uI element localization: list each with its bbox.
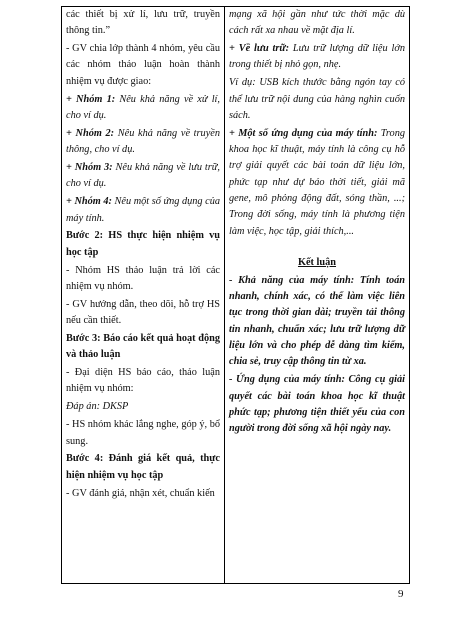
conclusion-heading: Kết luận [297, 256, 337, 268]
paragraph: - GV chia lớp thành 4 nhóm, yêu cầu các nhóm thảo luận hoàn thành nhiệm vụ được giao: [66, 43, 220, 87]
paragraph: mạng xã hội gần như tức thời mặc dù cách rất xa nhau về mặt địa lí. [229, 9, 405, 37]
paragraph: Ví dụ: USB kích thước bằng ngón tay có thể lưu trữ nội dung của hàng nghìn cuốn sách. [229, 77, 405, 121]
answer-line: Đáp án: DKSP [66, 401, 129, 413]
paragraph: - Nhóm HS thảo luận trả lời các nhiệm vụ nhóm. [66, 264, 220, 292]
paragraph: + Nhóm 1: Nêu khả năng về xử lí, cho ví dụ. [66, 93, 220, 121]
lesson-table [61, 6, 410, 584]
student-product-column [225, 7, 409, 583]
paragraph: + Nhóm 4: Nêu một số ứng dụng của máy tính. [66, 196, 220, 224]
page-number: 9 [398, 588, 404, 600]
paragraph: + Nhóm 3: Nêu khả năng về lưu trữ, cho ví dụ. [66, 162, 220, 190]
paragraph: - GV đánh giá, nhận xét, chuẩn kiến [66, 487, 215, 499]
paragraph: - HS nhóm khác lắng nghe, góp ý, bổ sung. [66, 419, 220, 447]
paragraph: - GV hướng dẫn, theo dõi, hỗ trợ HS nếu cần thiết. [66, 298, 220, 327]
teacher-activity-column [62, 7, 225, 583]
step-heading: Bước 3: Báo cáo kết quả hoạt động và thảo luận [66, 332, 220, 361]
paragraph: + Nhóm 2: Nêu khả năng về truyền thông, cho ví dụ. [66, 127, 220, 156]
paragraph: - Đại diện HS báo cáo, thảo luận nhiệm vụ nhóm: [66, 367, 220, 395]
conclusion-item: - Ứng dụng của máy tính: Công cụ giải quyết các bài toán khoa học kĩ thuật phức tạp; phương tiện thiết yếu của con người trong đời sống xã hội ngày nay. [229, 374, 405, 435]
conclusion-item: - Khả năng của máy tính: Tính toán nhanh, chính xác, có thể làm việc liên tục trong thời gian dài; truyền tải thông tin nhanh, chuẩn xác; lưu trữ lượng dữ liệu lớn và cho phép dễ dàng tìm kiếm, chia sẻ, truy cập thông tin từ xa. [229, 274, 405, 368]
paragraph: các thiết bị xử lí, lưu trữ, truyền thông tin.” [66, 9, 220, 37]
paragraph: + Về lưu trữ: Lưu trữ lượng dữ liệu lớn trong thiết bị nhỏ gọn, nhẹ. [229, 43, 405, 71]
step-heading: Bước 2: HS thực hiện nhiệm vụ học tập [66, 230, 220, 258]
step-heading: Bước 4: Đánh giá kết quả, thực hiện nhiệm vụ học tập [66, 453, 220, 481]
paragraph: + Một số ứng dụng của máy tính: Trong khoa học kĩ thuật, máy tính là công cụ hỗ trợ giải quyết các bài toán dữ liệu lớn, phức tạp như dự báo thời tiết, giải mã gene, mô phỏng động đất, sóng thần, ...; Trong đời sống, máy tính là phương tiện làm việc, học tập, giải thích,... [229, 127, 405, 237]
